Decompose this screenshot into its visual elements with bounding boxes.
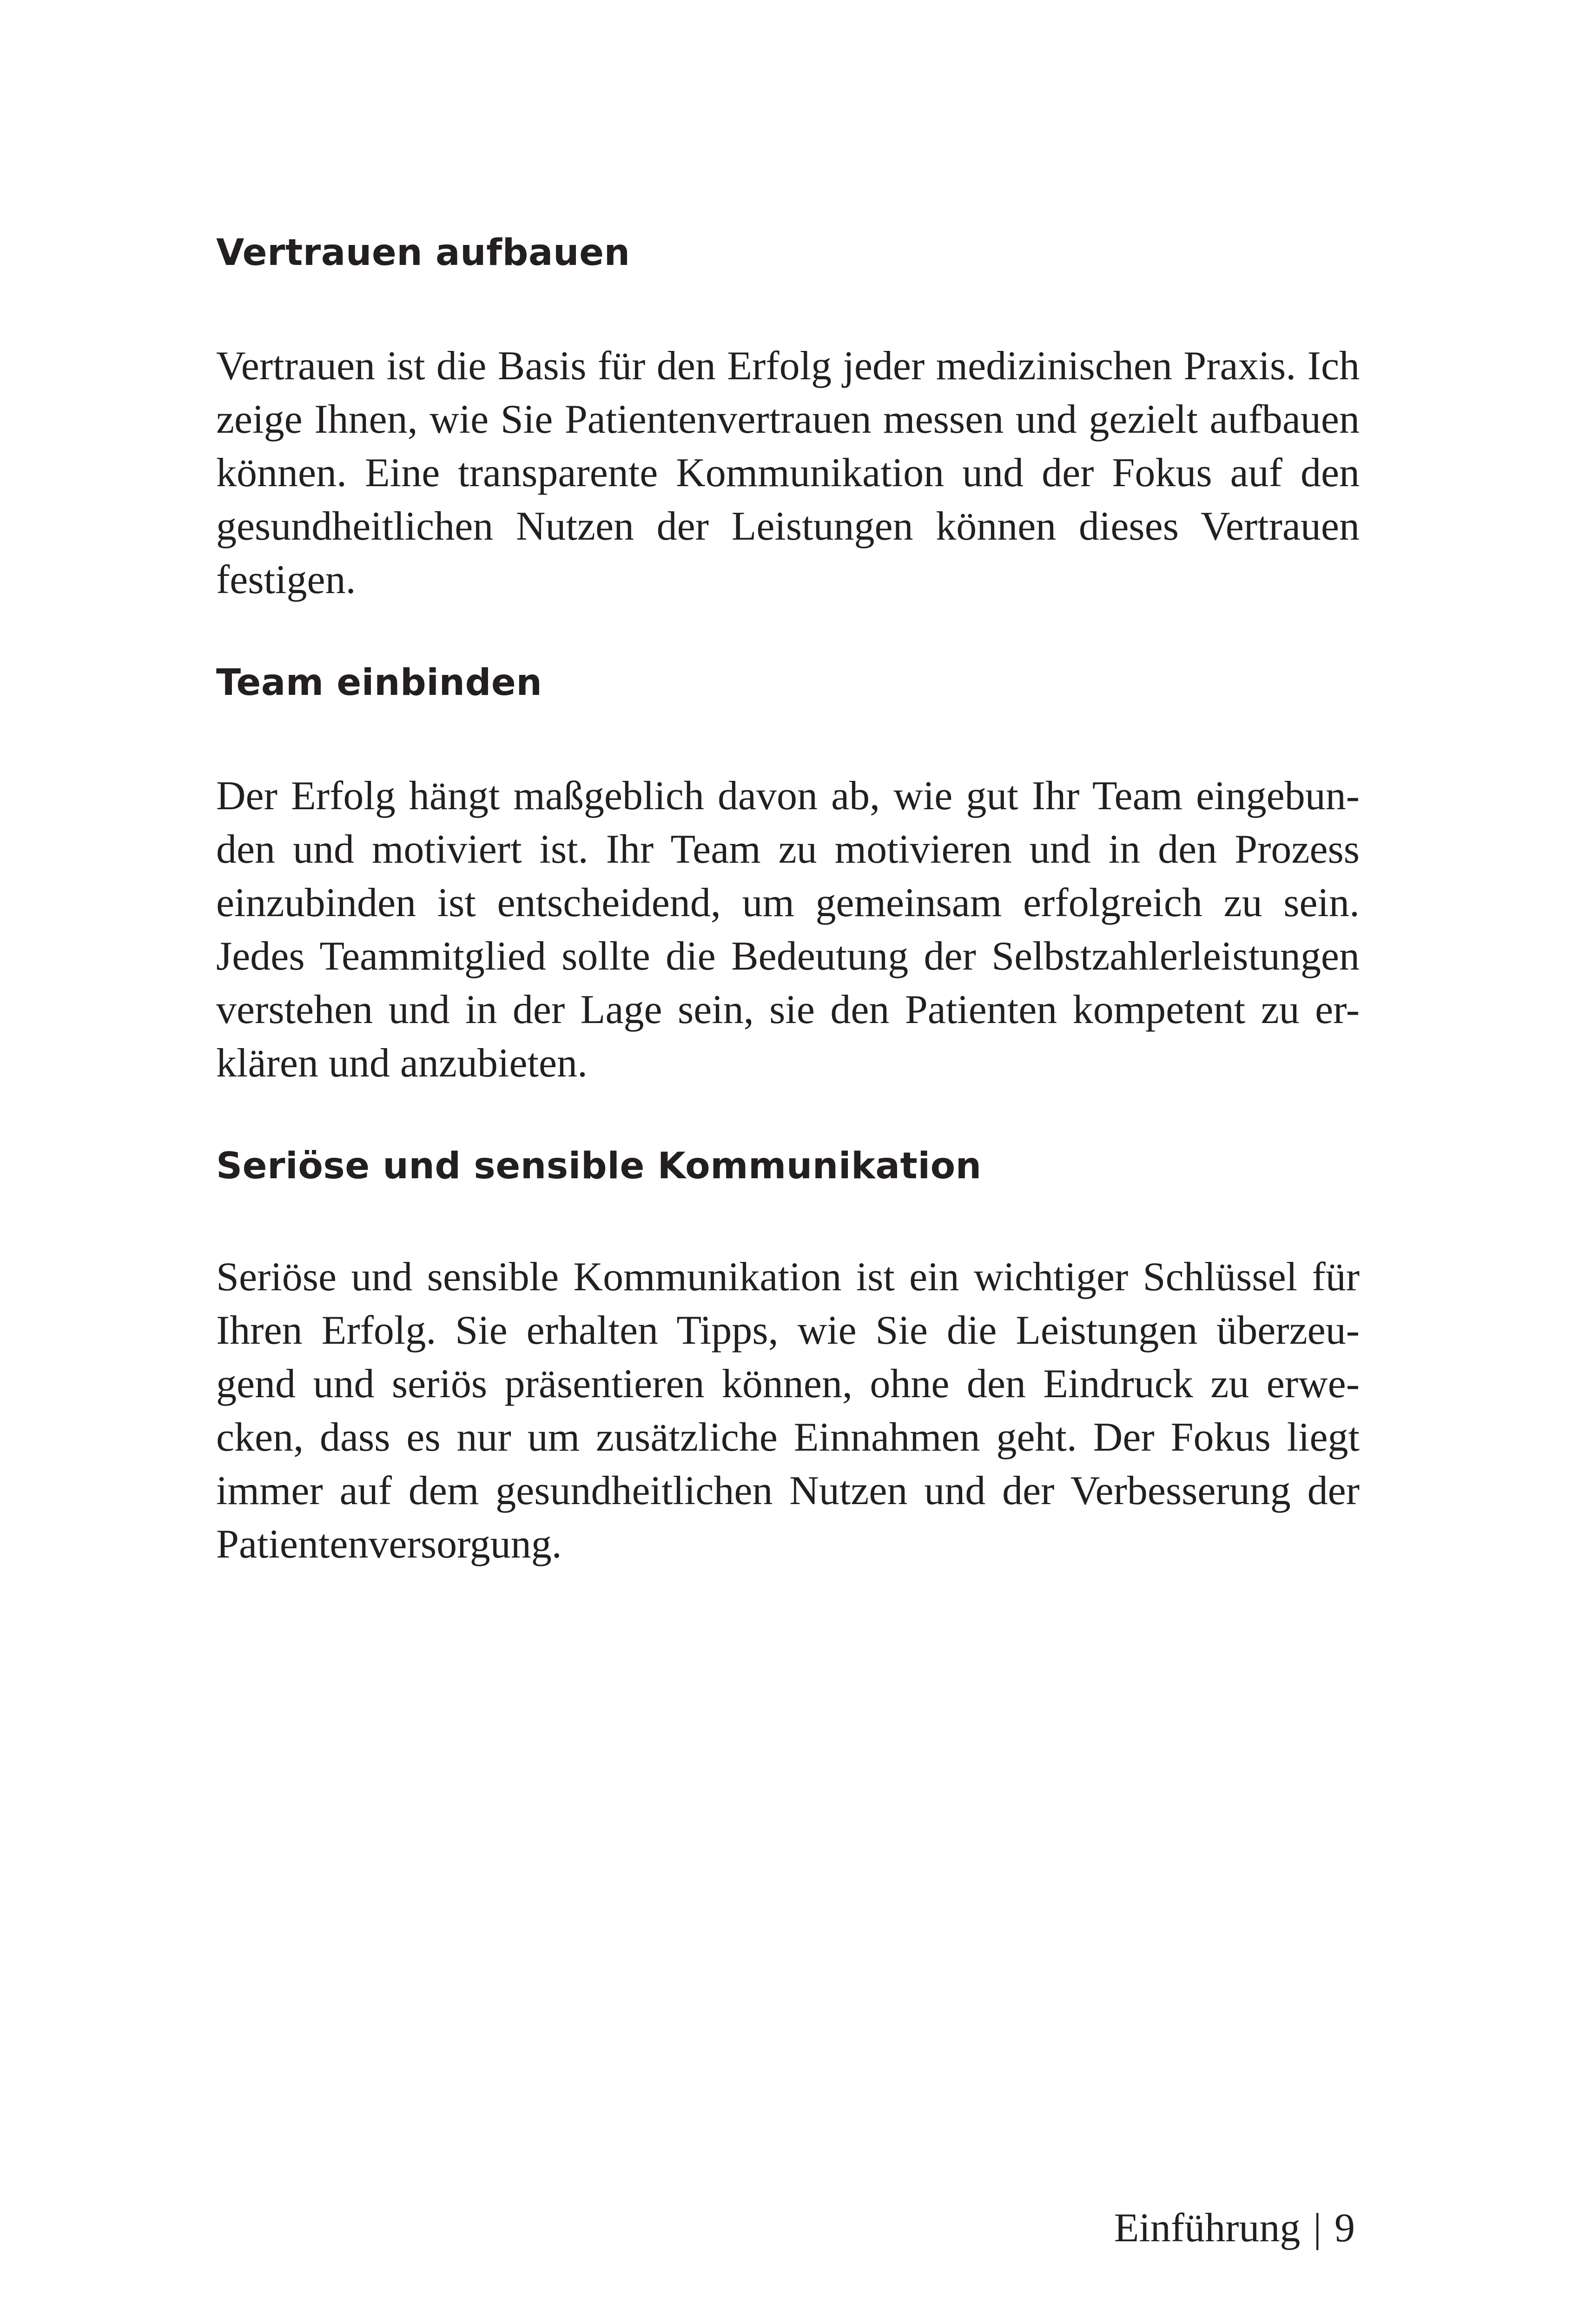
- section-paragraph-kommunikation: [216, 1250, 1360, 1571]
- paragraph-line: gend und seriös präsentieren können, ohne den Eindruck zu erwe-: [216, 1361, 1360, 1406]
- paragraph-line: cken, dass es nur um zusätzliche Einnahmen geht. Der Fokus liegt: [216, 1415, 1360, 1460]
- paragraph-line: verstehen und in der Lage sein, sie den Patienten kompetent zu er-: [216, 987, 1360, 1032]
- footer-separator: |: [1313, 2205, 1321, 2251]
- paragraph-line: festigen.: [216, 557, 356, 602]
- paragraph-line: Jedes Teammitglied sollte die Bedeutung der Selbstzahlerleistungen: [216, 934, 1360, 979]
- paragraph-line: klären und anzubieten.: [216, 1041, 588, 1086]
- section-paragraph-vertrauen: [216, 339, 1360, 607]
- paragraph-line: gesundheitlichen Nutzen der Leistungen können dieses Vertrauen: [216, 504, 1360, 549]
- page-number: 9: [1334, 2205, 1355, 2251]
- paragraph-line: können. Eine transparente Kommunikation und der Fokus auf den: [216, 450, 1360, 495]
- section-heading-team: Team einbinden: [216, 662, 542, 704]
- paragraph-line: Der Erfolg hängt maßgeblich davon ab, wie gut Ihr Team eingebun-: [216, 773, 1360, 819]
- footer-chapter-title: Einführung: [1114, 2205, 1301, 2251]
- paragraph-line: immer auf dem gesundheitlichen Nutzen und der Verbesserung der: [216, 1468, 1360, 1513]
- section-heading-kommunikation: Seriöse und sensible Kommunikation: [216, 1145, 982, 1187]
- section-heading-vertrauen: Vertrauen aufbauen: [216, 232, 630, 274]
- paragraph-line: einzubinden ist entscheidend, um gemeinsam erfolgreich zu sein.: [216, 880, 1360, 925]
- section-paragraph-team: [216, 769, 1360, 1090]
- paragraph-line: Ihren Erfolg. Sie erhalten Tipps, wie Sie die Leistungen überzeu-: [216, 1308, 1360, 1353]
- page-footer: [1114, 2205, 1355, 2251]
- paragraph-line: den und motiviert ist. Ihr Team zu motivieren und in den Prozess: [216, 827, 1360, 872]
- paragraph-line: Vertrauen ist die Basis für den Erfolg jeder medizinischen Praxis. Ich: [216, 343, 1360, 389]
- paragraph-line: zeige Ihnen, wie Sie Patientenvertrauen messen und gezielt aufbauen: [216, 397, 1360, 442]
- paragraph-line: Seriöse und sensible Kommunikation ist ein wichtiger Schlüssel für: [216, 1254, 1360, 1300]
- paragraph-line: Patientenversorgung.: [216, 1522, 562, 1567]
